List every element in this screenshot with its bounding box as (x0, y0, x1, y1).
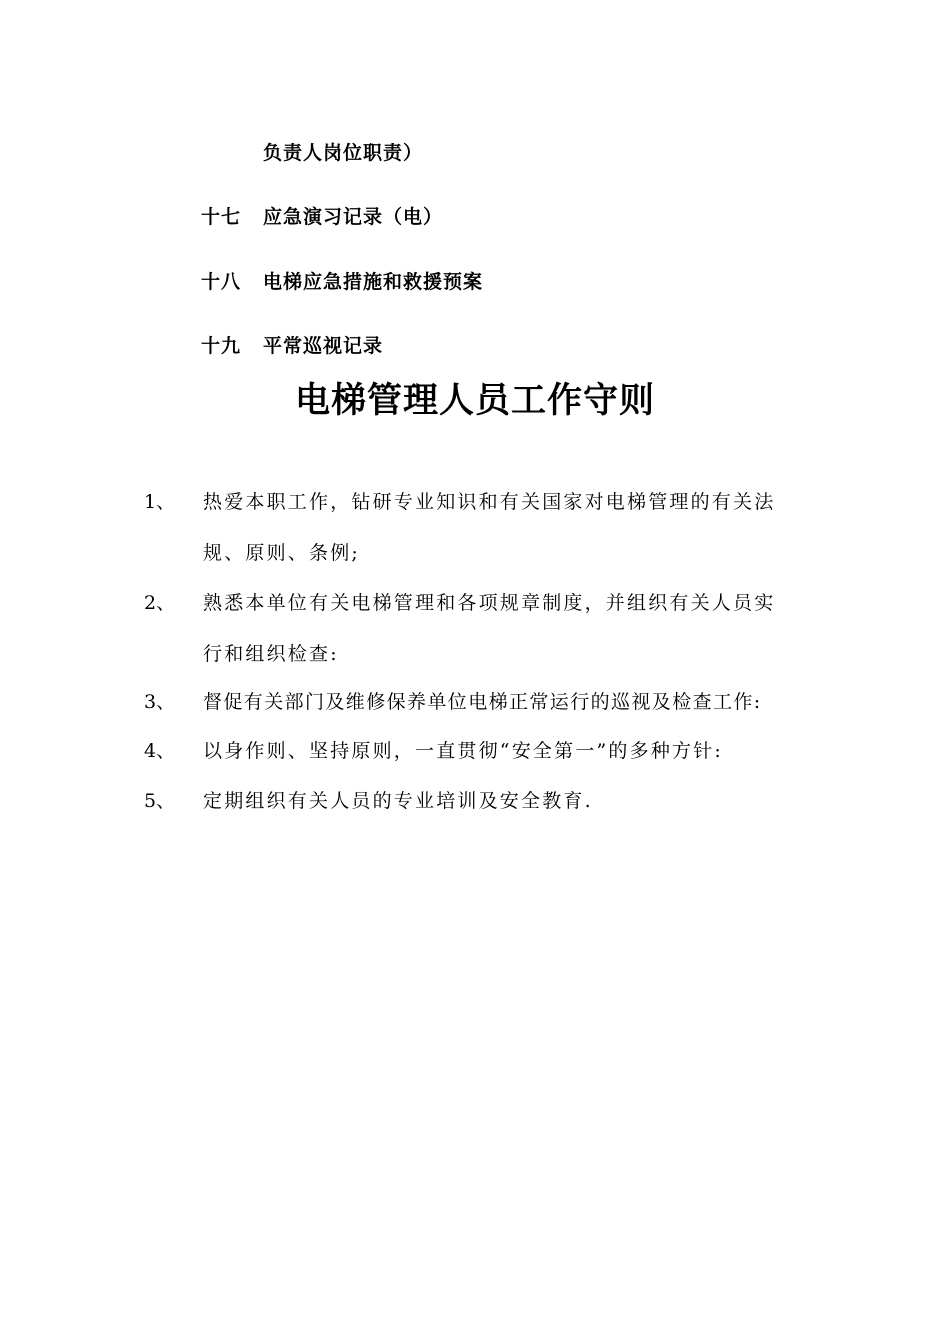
toc-item-18 (201, 273, 483, 292)
rule-text: 热爱本职工作，钻研专业知识和有关国家对电梯管理的有关法 (203, 491, 776, 513)
rule-text: 以身作则、坚持原则，一直贯彻“安全第一”的多种方针: (203, 740, 724, 762)
rule-number: 4、 (144, 740, 176, 762)
document-title: 电梯管理人员工作守则 (294, 381, 655, 421)
toc-item-number: 十九 (201, 335, 242, 357)
rule-number: 1、 (144, 491, 176, 513)
rule-text-continuation: 规、原则、条例; (203, 542, 361, 564)
toc-item-19 (201, 337, 383, 356)
rule-number: 3、 (144, 691, 176, 713)
rule-text: 定期组织有关人员的专业培训及安全教育. (203, 790, 593, 812)
rule-text-continuation: 行和组织检查: (203, 643, 339, 665)
toc-item-label: 电梯应急措施和救援预案 (263, 271, 484, 293)
toc-item-number: 十七 (201, 206, 242, 228)
toc-item-number: 十八 (201, 271, 242, 293)
rule-number: 5、 (144, 790, 176, 812)
rule-text: 督促有关部门及维修保养单位电梯正常运行的巡视及检查工作: (203, 691, 762, 713)
toc-item-label: 平常巡视记录 (263, 335, 384, 357)
toc-item-17 (201, 208, 443, 227)
rule-text: 熟悉本单位有关电梯管理和各项规章制度，并组织有关人员实 (203, 592, 776, 614)
rule-number: 2、 (144, 592, 176, 614)
toc-continuation-line: 负责人岗位职责） (263, 142, 424, 164)
toc-item-label: 应急演习记录（电） (263, 206, 444, 228)
